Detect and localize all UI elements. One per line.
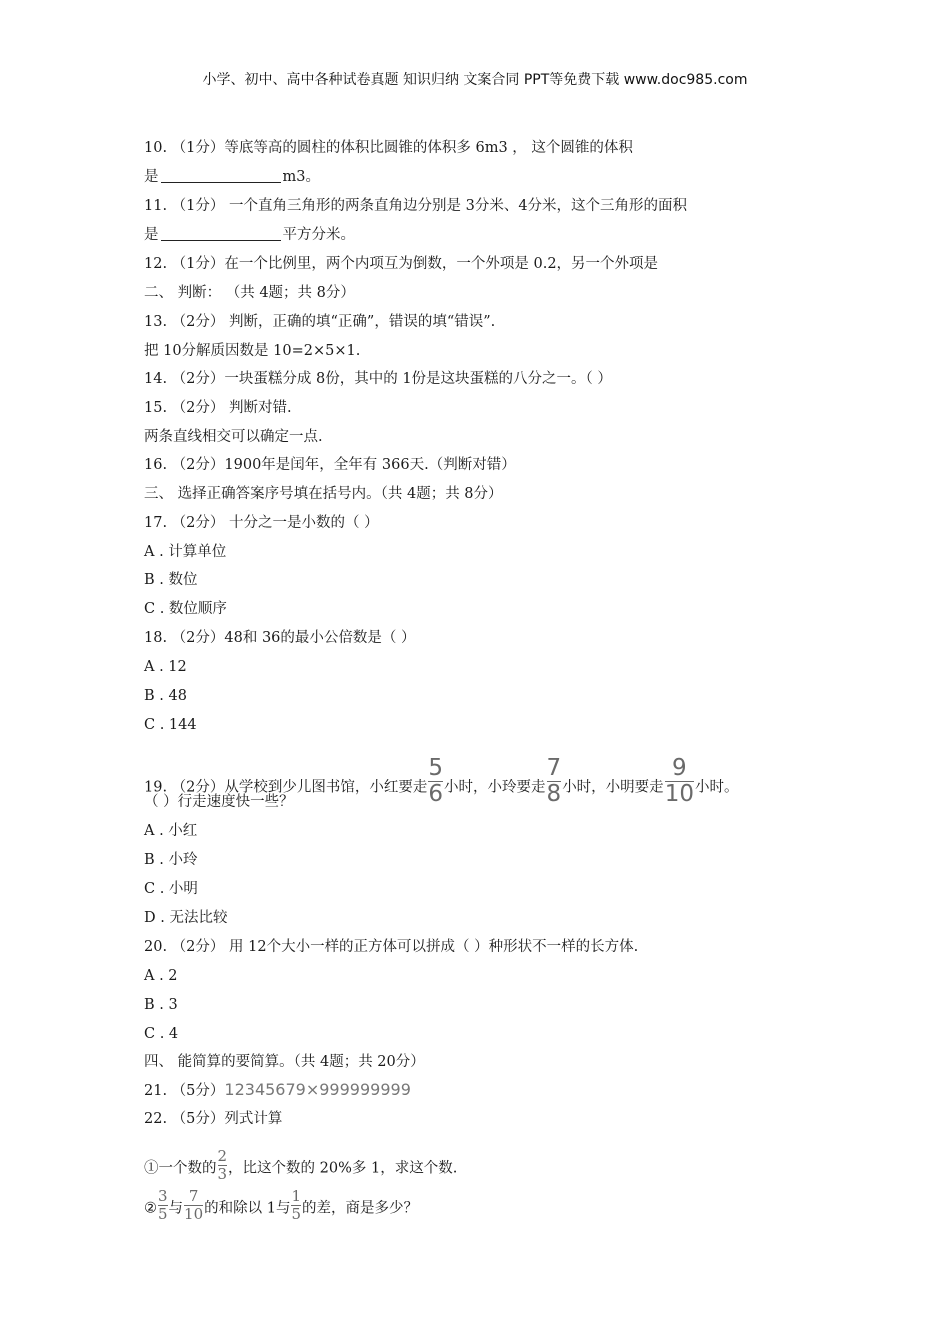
q22-item-1-pre: ①一个数的 [144, 1160, 217, 1177]
q22-f2-numerator: 3 [158, 1187, 168, 1205]
q10-line2 [144, 167, 320, 187]
q11-answer-blank[interactable] [161, 226, 281, 241]
q22-item-2-pre: ② [144, 1200, 157, 1217]
q11-line1: 11. （1分） 一个直角三角形的两条直角边分别是 3分米、4分米，这个三角形的面积 [144, 198, 688, 214]
q22-f3-denominator: 10 [184, 1205, 204, 1223]
q22-item-1 [144, 1147, 458, 1185]
q16-line: 16. （2分）1900年是闰年，全年有 366天.（判断对错） [144, 457, 516, 473]
q11-line2 [144, 225, 355, 245]
q22-item-1-post: ，比这个数的 20%多 1，求这个数. [228, 1160, 458, 1177]
q22-fraction-2-3 [218, 1149, 228, 1182]
q18-option-a[interactable]: A . 12 [144, 659, 187, 675]
q22-item-2-post: 的差，商是多少？ [302, 1200, 419, 1217]
q19-line2: （ ）行走速度快一些？ [144, 794, 294, 810]
q22-f1-numerator: 2 [217, 1147, 228, 1165]
q19-text-2: 小时，小玲要走 [444, 779, 546, 796]
q13-line1: 13. （2分） 判断，正确的填“正确”，错误的填“错误”. [144, 314, 496, 330]
q19-option-c[interactable]: C . 小明 [144, 881, 198, 897]
q17-option-c[interactable]: C . 数位顺序 [144, 601, 227, 617]
q19-option-d[interactable]: D . 无法比较 [144, 910, 228, 926]
q10-answer-blank[interactable] [161, 168, 281, 183]
q19-f2-numerator: 7 [546, 755, 562, 781]
q19-f3-numerator: 9 [672, 755, 687, 781]
section-3-heading: 三、 选择正确答案序号填在括号内。（共 4题；共 8分） [144, 486, 503, 502]
q15-line1: 15. （2分） 判断对错. [144, 400, 292, 416]
q20-option-a[interactable]: A . 2 [144, 968, 178, 984]
q19-fraction-3 [665, 757, 694, 806]
q19-f2-denominator: 8 [546, 781, 562, 807]
q18-option-c[interactable]: C . 144 [144, 717, 197, 733]
q22-item-2-mid2: 的和除以 1与 [204, 1200, 291, 1217]
q22-fraction-3-5 [158, 1189, 168, 1222]
q17-option-b[interactable]: B . 数位 [144, 572, 198, 588]
q20-stem: 20. （2分） 用 12个大小一样的正方体可以拼成（ ）种形状不一样的长方体. [144, 939, 639, 955]
section-4-heading: 四、 能简算的要简算。（共 4题；共 20分） [144, 1054, 425, 1070]
q18-stem: 18. （2分）48和 36的最小公倍数是（ ） [144, 630, 416, 646]
q17-option-a[interactable]: A . 计算单位 [144, 544, 227, 560]
q19-f1-numerator: 5 [428, 755, 444, 781]
q22-fraction-7-10 [184, 1189, 203, 1222]
q14-line: 14. （2分）一块蛋糕分成 8份，其中的 1份是这块蛋糕的八分之一。（ ） [144, 371, 612, 387]
q22-f1-denominator: 3 [217, 1165, 228, 1183]
q19-fraction-2 [547, 757, 562, 806]
q22-stem: 22. （5分）列式计算 [144, 1111, 283, 1127]
q22-f3-numerator: 7 [188, 1187, 199, 1205]
q22-fraction-1-5 [291, 1189, 301, 1222]
q19-fraction-1 [428, 757, 443, 806]
q19-text-4: 小时。 [694, 779, 739, 796]
q20-option-c[interactable]: C . 4 [144, 1026, 179, 1042]
q10-post: m3。 [282, 169, 320, 185]
q10-pre: 是 [144, 169, 159, 185]
q17-stem: 17. （2分） 十分之一是小数的（ ） [144, 515, 379, 531]
q21-expression: 12345679×999999999 [224, 1080, 411, 1099]
q21-label: 21. （5分） [144, 1083, 225, 1099]
q19-option-a[interactable]: A . 小红 [144, 823, 198, 839]
section-2-heading: 二、 判断： （共 4题；共 8分） [144, 285, 355, 301]
q10-line1: 10. （1分）等底等高的圆柱的体积比圆锥的体积多 6m3 ， 这个圆锥的体积 [144, 140, 633, 156]
page-header: 小学、初中、高中各种试卷真题 知识归纳 文案合同 PPT等免费下载 www.doc985.com [202, 72, 748, 88]
q22-item-2-mid1: 与 [168, 1200, 184, 1217]
q19-option-b[interactable]: B . 小玲 [144, 852, 198, 868]
q21-line [144, 1080, 411, 1101]
q22-item-2 [144, 1187, 419, 1225]
q11-post: 平方分米。 [282, 227, 355, 243]
q18-option-b[interactable]: B . 48 [144, 688, 187, 704]
q19-text-1: 19. （2分）从学校到少儿图书馆，小红要走 [144, 779, 428, 796]
q12-line: 12. （1分）在一个比例里，两个内项互为倒数，一个外项是 0.2，另一个外项是 [144, 256, 659, 272]
q19-f1-denominator: 6 [428, 781, 444, 807]
q15-line2: 两条直线相交可以确定一点. [144, 429, 323, 445]
q22-f4-numerator: 1 [291, 1187, 302, 1205]
q22-f2-denominator: 5 [158, 1205, 168, 1223]
q22-f4-denominator: 5 [291, 1205, 302, 1223]
q19-text-3: 小时，小明要走 [562, 779, 664, 796]
q19-f3-denominator: 10 [664, 781, 694, 807]
q13-line2: 把 10分解质因数是 10=2×5×1. [144, 343, 361, 359]
q11-pre: 是 [144, 227, 159, 243]
q20-option-b[interactable]: B . 3 [144, 997, 178, 1013]
